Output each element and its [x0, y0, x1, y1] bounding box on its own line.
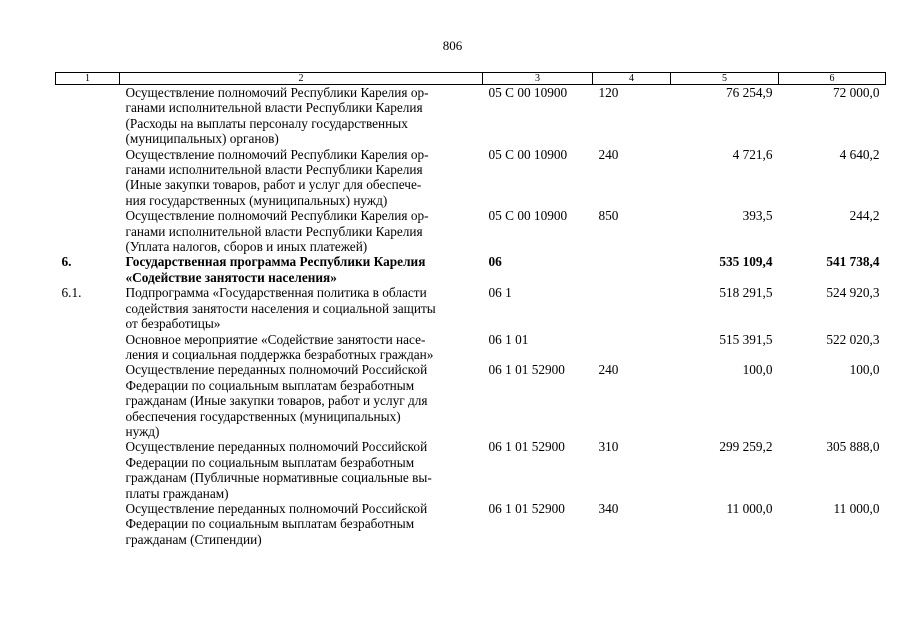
- description-line: Осуществление полномочий Республики Карелия ор-: [125, 85, 429, 100]
- row-expense-type: 340: [598, 500, 619, 516]
- description-line: Федерации по социальным выплатам безработным: [125, 454, 415, 470]
- row-expense-type: [593, 254, 671, 285]
- row-index: [56, 362, 120, 439]
- row-value-year-2: 541 738,4: [826, 254, 880, 270]
- table-row: [56, 362, 886, 439]
- row-index: [56, 439, 120, 501]
- row-value-year-1: 518 291,5: [719, 285, 773, 301]
- description-line: обеспечения государственных (муниципальных): [125, 408, 401, 424]
- description-line: Государственная программа Республики Карелия: [125, 254, 426, 270]
- description-line: Осуществление переданных полномочий Российской: [125, 439, 428, 455]
- row-description: [120, 362, 483, 439]
- column-header-5: 5: [671, 73, 779, 85]
- row-index: [56, 147, 120, 209]
- row-index: 6.1.: [61, 285, 82, 301]
- row-code: 06 1 01 52900: [488, 500, 565, 516]
- row-value-year-2: 72 000,0: [832, 85, 880, 100]
- row-description: [120, 147, 483, 209]
- column-header-3: 3: [483, 73, 593, 85]
- description-line: ганами исполнительной власти Республики Карелия: [125, 223, 423, 239]
- row-expense-type: 240: [598, 146, 619, 162]
- row-description: [120, 332, 483, 363]
- row-index: [56, 501, 120, 547]
- row-value-year-1: 100,0: [742, 362, 773, 378]
- description-line: содействия занятости населения и социальной защиты: [125, 300, 436, 316]
- row-description: [120, 208, 483, 254]
- description-line: Подпрограмма «Государственная политика в области: [125, 285, 427, 301]
- row-value-year-1: 4 721,6: [732, 146, 773, 162]
- row-code: 06 1 01 52900: [488, 439, 565, 455]
- row-description: [120, 85, 483, 147]
- row-description: [120, 254, 483, 285]
- description-line: платы гражданам): [125, 485, 229, 501]
- row-index: [56, 208, 120, 254]
- row-value-year-2: 522 020,3: [826, 331, 880, 347]
- description-line: «Содействие занятости населения»: [125, 269, 337, 285]
- budget-table: [55, 72, 886, 547]
- row-code: 05 С 00 10900: [488, 146, 568, 162]
- description-line: ганами исполнительной власти Республики Карелия: [125, 162, 423, 178]
- description-line: (Расходы на выплаты персоналу государственных: [125, 115, 408, 131]
- description-line: (Уплата налогов, сборов и иных платежей): [125, 239, 368, 255]
- row-value-year-1: 393,5: [742, 208, 773, 224]
- row-expense-type: 850: [598, 208, 619, 224]
- description-line: от безработицы»: [125, 316, 221, 332]
- description-line: Федерации по социальным выплатам безработным: [125, 377, 415, 393]
- description-line: нужд): [125, 423, 160, 439]
- row-expense-type: 310: [598, 439, 619, 455]
- description-line: Осуществление полномочий Республики Карелия ор-: [125, 208, 429, 224]
- description-line: ния государственных (муниципальных) нужд): [125, 192, 388, 208]
- table-row: [56, 285, 886, 331]
- description-line: Осуществление переданных полномочий Российской: [125, 500, 428, 516]
- row-value-year-2: 100,0: [849, 362, 880, 378]
- column-header-6: 6: [779, 73, 886, 85]
- row-expense-type: 120: [598, 85, 619, 100]
- row-code: 06 1 01: [488, 331, 529, 347]
- table-row: [56, 147, 886, 209]
- row-value-year-2: 305 888,0: [826, 439, 880, 455]
- row-value-year-1: 11 000,0: [726, 500, 773, 516]
- row-index: [56, 85, 120, 147]
- row-code: 06 1 01 52900: [488, 362, 565, 378]
- description-line: Осуществление переданных полномочий Российской: [125, 362, 428, 378]
- row-value-year-1: 515 391,5: [719, 331, 773, 347]
- row-code: 06: [488, 254, 502, 270]
- row-description: [120, 439, 483, 501]
- column-header-1: 1: [56, 73, 120, 85]
- table-header-row: [56, 73, 886, 85]
- description-line: ганами исполнительной власти Республики Карелия: [125, 100, 423, 116]
- description-line: Основное мероприятие «Содействие занятости насе-: [125, 331, 426, 347]
- column-header-2: 2: [120, 73, 483, 85]
- description-line: (Иные закупки товаров, работ и услуг для обеспече-: [125, 177, 422, 193]
- row-index: [56, 332, 120, 363]
- page-number: 806: [442, 38, 463, 53]
- table-row: [56, 85, 886, 147]
- row-expense-type: 240: [598, 362, 619, 378]
- row-expense-type: [593, 285, 671, 331]
- table-body: [56, 85, 886, 548]
- row-value-year-2: 11 000,0: [833, 500, 880, 516]
- row-value-year-1: 76 254,9: [725, 85, 773, 100]
- description-line: ления и социальная поддержка безработных граждан»: [125, 346, 434, 362]
- description-line: Осуществление полномочий Республики Карелия ор-: [125, 146, 429, 162]
- table-row: [56, 208, 886, 254]
- table-row: [56, 254, 886, 285]
- column-header-4: 4: [593, 73, 671, 85]
- row-code: 05 С 00 10900: [488, 85, 568, 100]
- description-line: гражданам (Публичные нормативные социальные вы-: [125, 470, 432, 486]
- description-line: (муниципальных) органов): [125, 131, 279, 147]
- table-row: [56, 439, 886, 501]
- description-line: гражданам (Стипендии): [125, 531, 262, 547]
- row-value-year-2: 524 920,3: [826, 285, 880, 301]
- row-value-year-1: 535 109,4: [719, 254, 773, 270]
- description-line: гражданам (Иные закупки товаров, работ и услуг для: [125, 393, 428, 409]
- row-description: [120, 501, 483, 547]
- row-value-year-2: 4 640,2: [839, 146, 880, 162]
- row-code: 06 1: [488, 285, 512, 301]
- row-index: 6.: [61, 254, 72, 270]
- row-expense-type: [593, 332, 671, 363]
- table-row: [56, 501, 886, 547]
- row-value-year-1: 299 259,2: [719, 439, 773, 455]
- row-value-year-2: 244,2: [849, 208, 880, 224]
- row-description: [120, 285, 483, 331]
- description-line: Федерации по социальным выплатам безработным: [125, 516, 415, 532]
- table-row: [56, 332, 886, 363]
- row-code: 05 С 00 10900: [488, 208, 568, 224]
